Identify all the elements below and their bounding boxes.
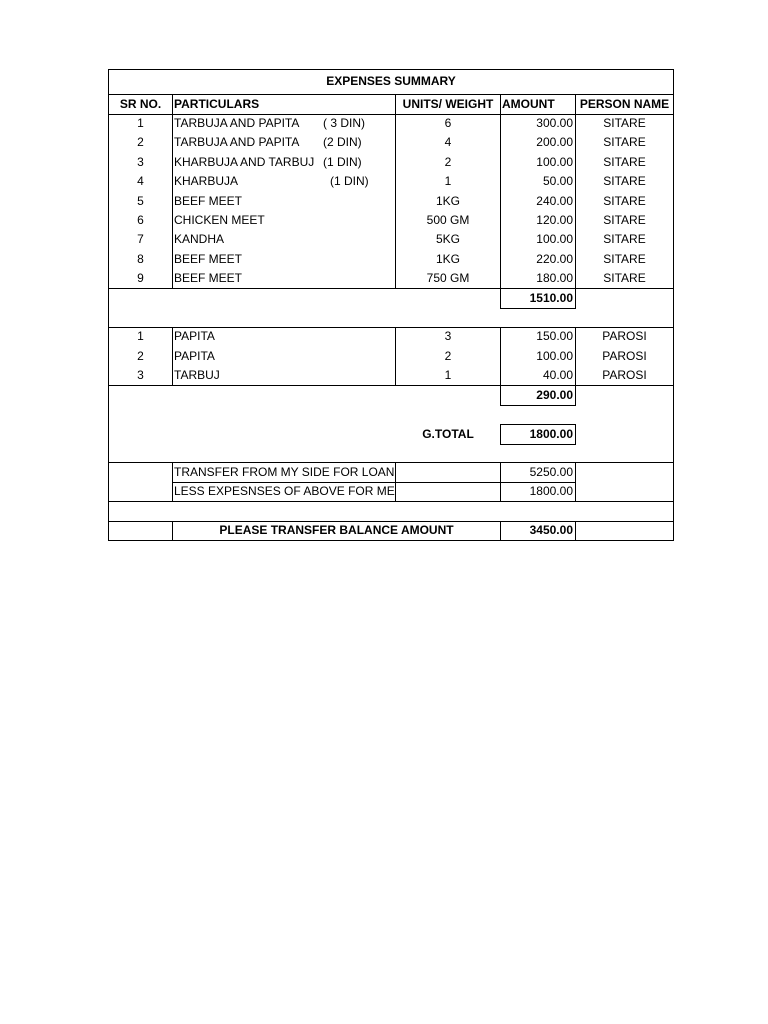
row-person: SITARE (603, 154, 646, 169)
row-particular: TARBUJA AND PAPITA (174, 135, 300, 150)
header-sr-no: SR NO. (119, 97, 162, 111)
balance-value: 3450.00 (529, 523, 573, 537)
sheet-title: EXPENSES SUMMARY (326, 74, 456, 88)
row-particular: PAPITA (174, 329, 215, 343)
row-units: 4 (444, 135, 452, 150)
row-person: PAROSI (602, 348, 647, 363)
row-particular: BEEF MEET (174, 251, 243, 266)
row-days: (1 DIN) (323, 154, 362, 169)
row-sr-no: 2 (137, 135, 144, 150)
row-person: PAROSI (602, 329, 647, 343)
rule (108, 385, 674, 386)
row-sr-no: 6 (137, 213, 144, 227)
row-person: SITARE (603, 232, 646, 247)
row-days: (1 DIN) (330, 174, 369, 189)
less-expenses-value: 1800.00 (529, 484, 573, 498)
header-person: PERSON NAME (579, 97, 670, 111)
row-amount: 100.00 (536, 232, 573, 247)
row-units: 500 GM (426, 213, 470, 227)
row-amount: 180.00 (536, 271, 573, 286)
row-particular: TARBUJ (174, 368, 220, 382)
row-units: 5KG (435, 232, 460, 247)
row-sr-no: 1 (137, 329, 144, 343)
rule (575, 521, 576, 541)
header-amount: AMOUNT (502, 97, 555, 111)
row-units: 1KG (435, 193, 460, 208)
balance-label: PLEASE TRANSFER BALANCE AMOUNT (219, 523, 454, 537)
row-sr-no: 1 (137, 116, 144, 130)
row-units: 2 (444, 348, 452, 363)
rule (575, 424, 576, 445)
row-particular: KANDHA (174, 232, 225, 247)
rule (395, 462, 396, 502)
transfer-loan-label: TRANSFER FROM MY SIDE FOR LOAN (174, 465, 395, 479)
rule (575, 462, 576, 502)
transfer-loan-value: 5250.00 (529, 465, 573, 479)
row-person: SITARE (603, 174, 646, 189)
row-particular: PAPITA (174, 348, 215, 363)
rule (500, 405, 575, 406)
row-amount: 300.00 (536, 116, 573, 130)
row-amount: 150.00 (536, 329, 573, 343)
rule (172, 327, 173, 386)
row-amount: 100.00 (536, 348, 573, 363)
row-person: SITARE (603, 213, 646, 227)
row-particular: BEEF MEET (174, 193, 243, 208)
row-person: SITARE (603, 116, 646, 130)
row-person: SITARE (603, 271, 646, 286)
row-amount: 100.00 (536, 154, 573, 169)
row-sr-no: 5 (137, 193, 144, 208)
row-person: PAROSI (602, 368, 647, 382)
row-particular: TARBUJA AND PAPITA (174, 116, 300, 130)
rule (108, 501, 674, 502)
rule (500, 308, 575, 309)
rule (673, 69, 674, 541)
grand-total-label: G.TOTAL (422, 427, 474, 441)
row-amount: 120.00 (536, 213, 573, 227)
rule (172, 462, 173, 502)
grand-total-value: 1800.00 (529, 427, 573, 441)
rule (172, 94, 173, 289)
row-sr-no: 8 (137, 251, 144, 266)
row-sr-no: 3 (137, 154, 144, 169)
row-days: ( 3 DIN) (323, 116, 365, 130)
row-units: 1 (444, 174, 452, 189)
row-sr-no: 7 (137, 232, 144, 247)
row-particular: KHARBUJA (174, 174, 239, 189)
row-sr-no: 2 (137, 348, 144, 363)
rule (500, 444, 575, 445)
row-units: 3 (444, 329, 452, 343)
header-particulars: PARTICULARS (174, 97, 260, 111)
rule (108, 540, 674, 541)
row-units: 1 (444, 368, 452, 382)
row-particular: KHARBUJA AND TARBUJ (174, 154, 315, 169)
row-sr-no: 9 (137, 271, 144, 286)
header-units: UNITS/ WEIGHT (402, 97, 494, 111)
row-amount: 240.00 (536, 193, 573, 208)
row-sr-no: 3 (137, 368, 144, 382)
row-days: (2 DIN) (323, 135, 362, 150)
row-units: 6 (444, 116, 452, 130)
row-person: SITARE (603, 193, 646, 208)
less-expenses-label: LESS EXPESNSES OF ABOVE FOR ME (174, 484, 395, 498)
row-sr-no: 4 (137, 174, 144, 189)
row-amount: 40.00 (542, 368, 573, 382)
row-person: SITARE (603, 251, 646, 266)
section-1-total: 1510.00 (529, 291, 573, 305)
row-person: SITARE (603, 135, 646, 150)
row-amount: 220.00 (536, 251, 573, 266)
row-amount: 50.00 (542, 174, 573, 189)
row-units: 1KG (435, 251, 460, 266)
row-particular: BEEF MEET (174, 271, 243, 286)
row-particular: CHICKEN MEET (174, 213, 265, 227)
row-amount: 200.00 (536, 135, 573, 150)
section-2-total: 290.00 (536, 388, 573, 402)
rule (108, 69, 674, 70)
row-units: 750 GM (426, 271, 470, 286)
row-units: 2 (444, 154, 452, 169)
